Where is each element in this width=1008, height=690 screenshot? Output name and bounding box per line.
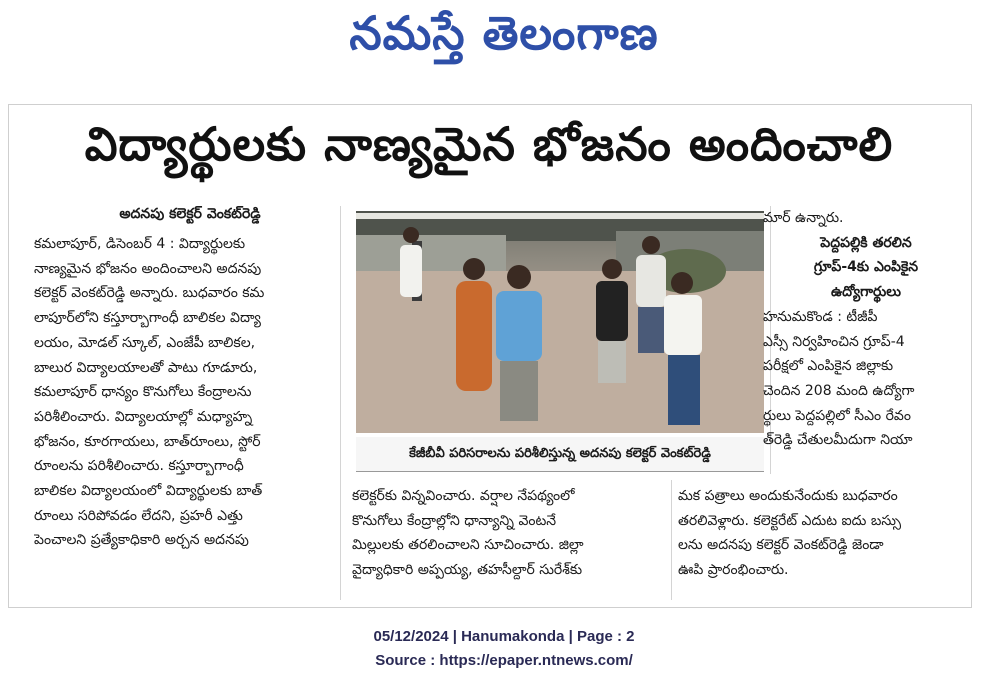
text-line: లను అదనపు కలెక్టర్ వెంకట్‌రెడ్డి జెండా [678, 537, 884, 554]
text-line: కమలాపూర్ ధాన్యం కొనుగోలు కేంద్రాలను [34, 384, 252, 401]
photo-illustration [356, 211, 764, 433]
text-line: ఎస్సీ నిర్వహించిన గ్రూప్-4 [763, 333, 905, 350]
text-line: కలెక్టర్‌కు విన్నవించారు. వర్షాల నేపథ్యంలో [352, 488, 575, 504]
article-column-3 [678, 484, 972, 583]
text-line: ఊపి ప్రారంభించారు. [678, 562, 789, 579]
text-line: వైద్యాధికారి అప్పయ్య, తహసీల్దార్ సురేశ్‌కు [352, 562, 583, 579]
text-line: చెందిన 208 మంది ఉద్యోగా [763, 382, 915, 399]
footer-date-edition: 05/12/2024 | Hanumakonda | Page : 2 [373, 628, 635, 645]
text-line: మార్ ఉన్నారు. [763, 210, 844, 226]
text-line: మిల్లులకు తరలించాలని సూచించారు. జిల్లా [352, 537, 584, 554]
column-divider [671, 480, 672, 600]
article-column-1 [34, 232, 330, 553]
sub-headline: పెద్దపల్లికి తరలిన [820, 234, 912, 251]
text-line: ర్థులు పెద్దపల్లిలో సీఎం రేవం [763, 407, 911, 424]
article-column-4 [763, 206, 969, 453]
text-line: హనుమకొండ : టీజీపీ [763, 308, 878, 325]
text-line: కమలాపూర్, డిసెంబర్ 4 : విద్యార్థులకు [34, 236, 246, 252]
text-line: త్‌రెడ్డి చేతులమీదుగా నియా [763, 432, 913, 449]
text-line: బాలికల విద్యాలయంలో విద్యార్థులకు బాత్ [34, 483, 263, 500]
footer-source: Source : https://epaper.ntnews.com/ [375, 652, 633, 669]
article-column-2 [352, 484, 664, 583]
sub-headline: ఉద్యోగార్థులు [831, 284, 901, 301]
text-line: రూంలు సరిపోవడం లేదని, ప్రహరీ ఎత్తు [34, 507, 243, 524]
photo-caption: కేజీబీవీ పరిసరాలను పరిశీలిస్తున్న అదనపు కలెక్టర్ వెంకట్‌రెడ్డి [356, 437, 764, 472]
text-line: పరిశీలించారు. విద్యాలయాల్లో మధ్యాహ్న [34, 408, 253, 425]
text-line: బాలుర విద్యాలయాలతో పాటు గూడూరు, [34, 359, 258, 376]
text-line: మక పత్రాలు అందుకునేందుకు బుధవారం [678, 488, 898, 504]
text-line: కలెక్టర్ వెంకట్‌రెడ్డి అన్నారు. బుధవారం కమ [34, 285, 265, 302]
sub-headline: గ్రూప్-4కు ఎంపికైన [813, 259, 919, 276]
masthead-logo: నమస్తే తెలంగాణ [349, 6, 659, 60]
text-line: తరలివెళ్లారు. కలెక్టరేట్ ఎదుట ఐదు బస్సు [678, 512, 902, 529]
article-byline: అదనపు కలెక్టర్ వెంకట్‌రెడ్డి [119, 206, 261, 222]
text-line: పెంచాలని ప్రత్యేకాధికారి అర్చన అదనపు [34, 532, 249, 549]
news-photo [356, 211, 764, 433]
text-line: లయం, మోడల్ స్కూల్, ఎంజేపీ బాలికల, [34, 334, 256, 351]
text-line: కొనుగోలు కేంద్రాల్లోని ధాన్యాన్ని వెంటనే [352, 512, 557, 529]
article-headline: విద్యార్థులకు నాణ్యమైన భోజనం అందించాలి [84, 117, 894, 171]
text-line: లాపూర్‌లోని కస్తూర్బాగాంధీ బాలికల విద్యా [34, 310, 261, 327]
text-line: పరీక్షలో ఎంపికైన జిల్లాకు [763, 358, 894, 375]
text-line: రూంలను పరిశీలించారు. కస్తూర్బాగాంధీ [34, 458, 244, 475]
text-line: భోజనం, కూరగాయలు, బాత్‌రూంలు, స్టోర్ [34, 433, 261, 450]
column-divider [340, 206, 341, 600]
text-line: నాణ్యమైన భోజనం అందించాలని అదనపు [34, 260, 262, 277]
